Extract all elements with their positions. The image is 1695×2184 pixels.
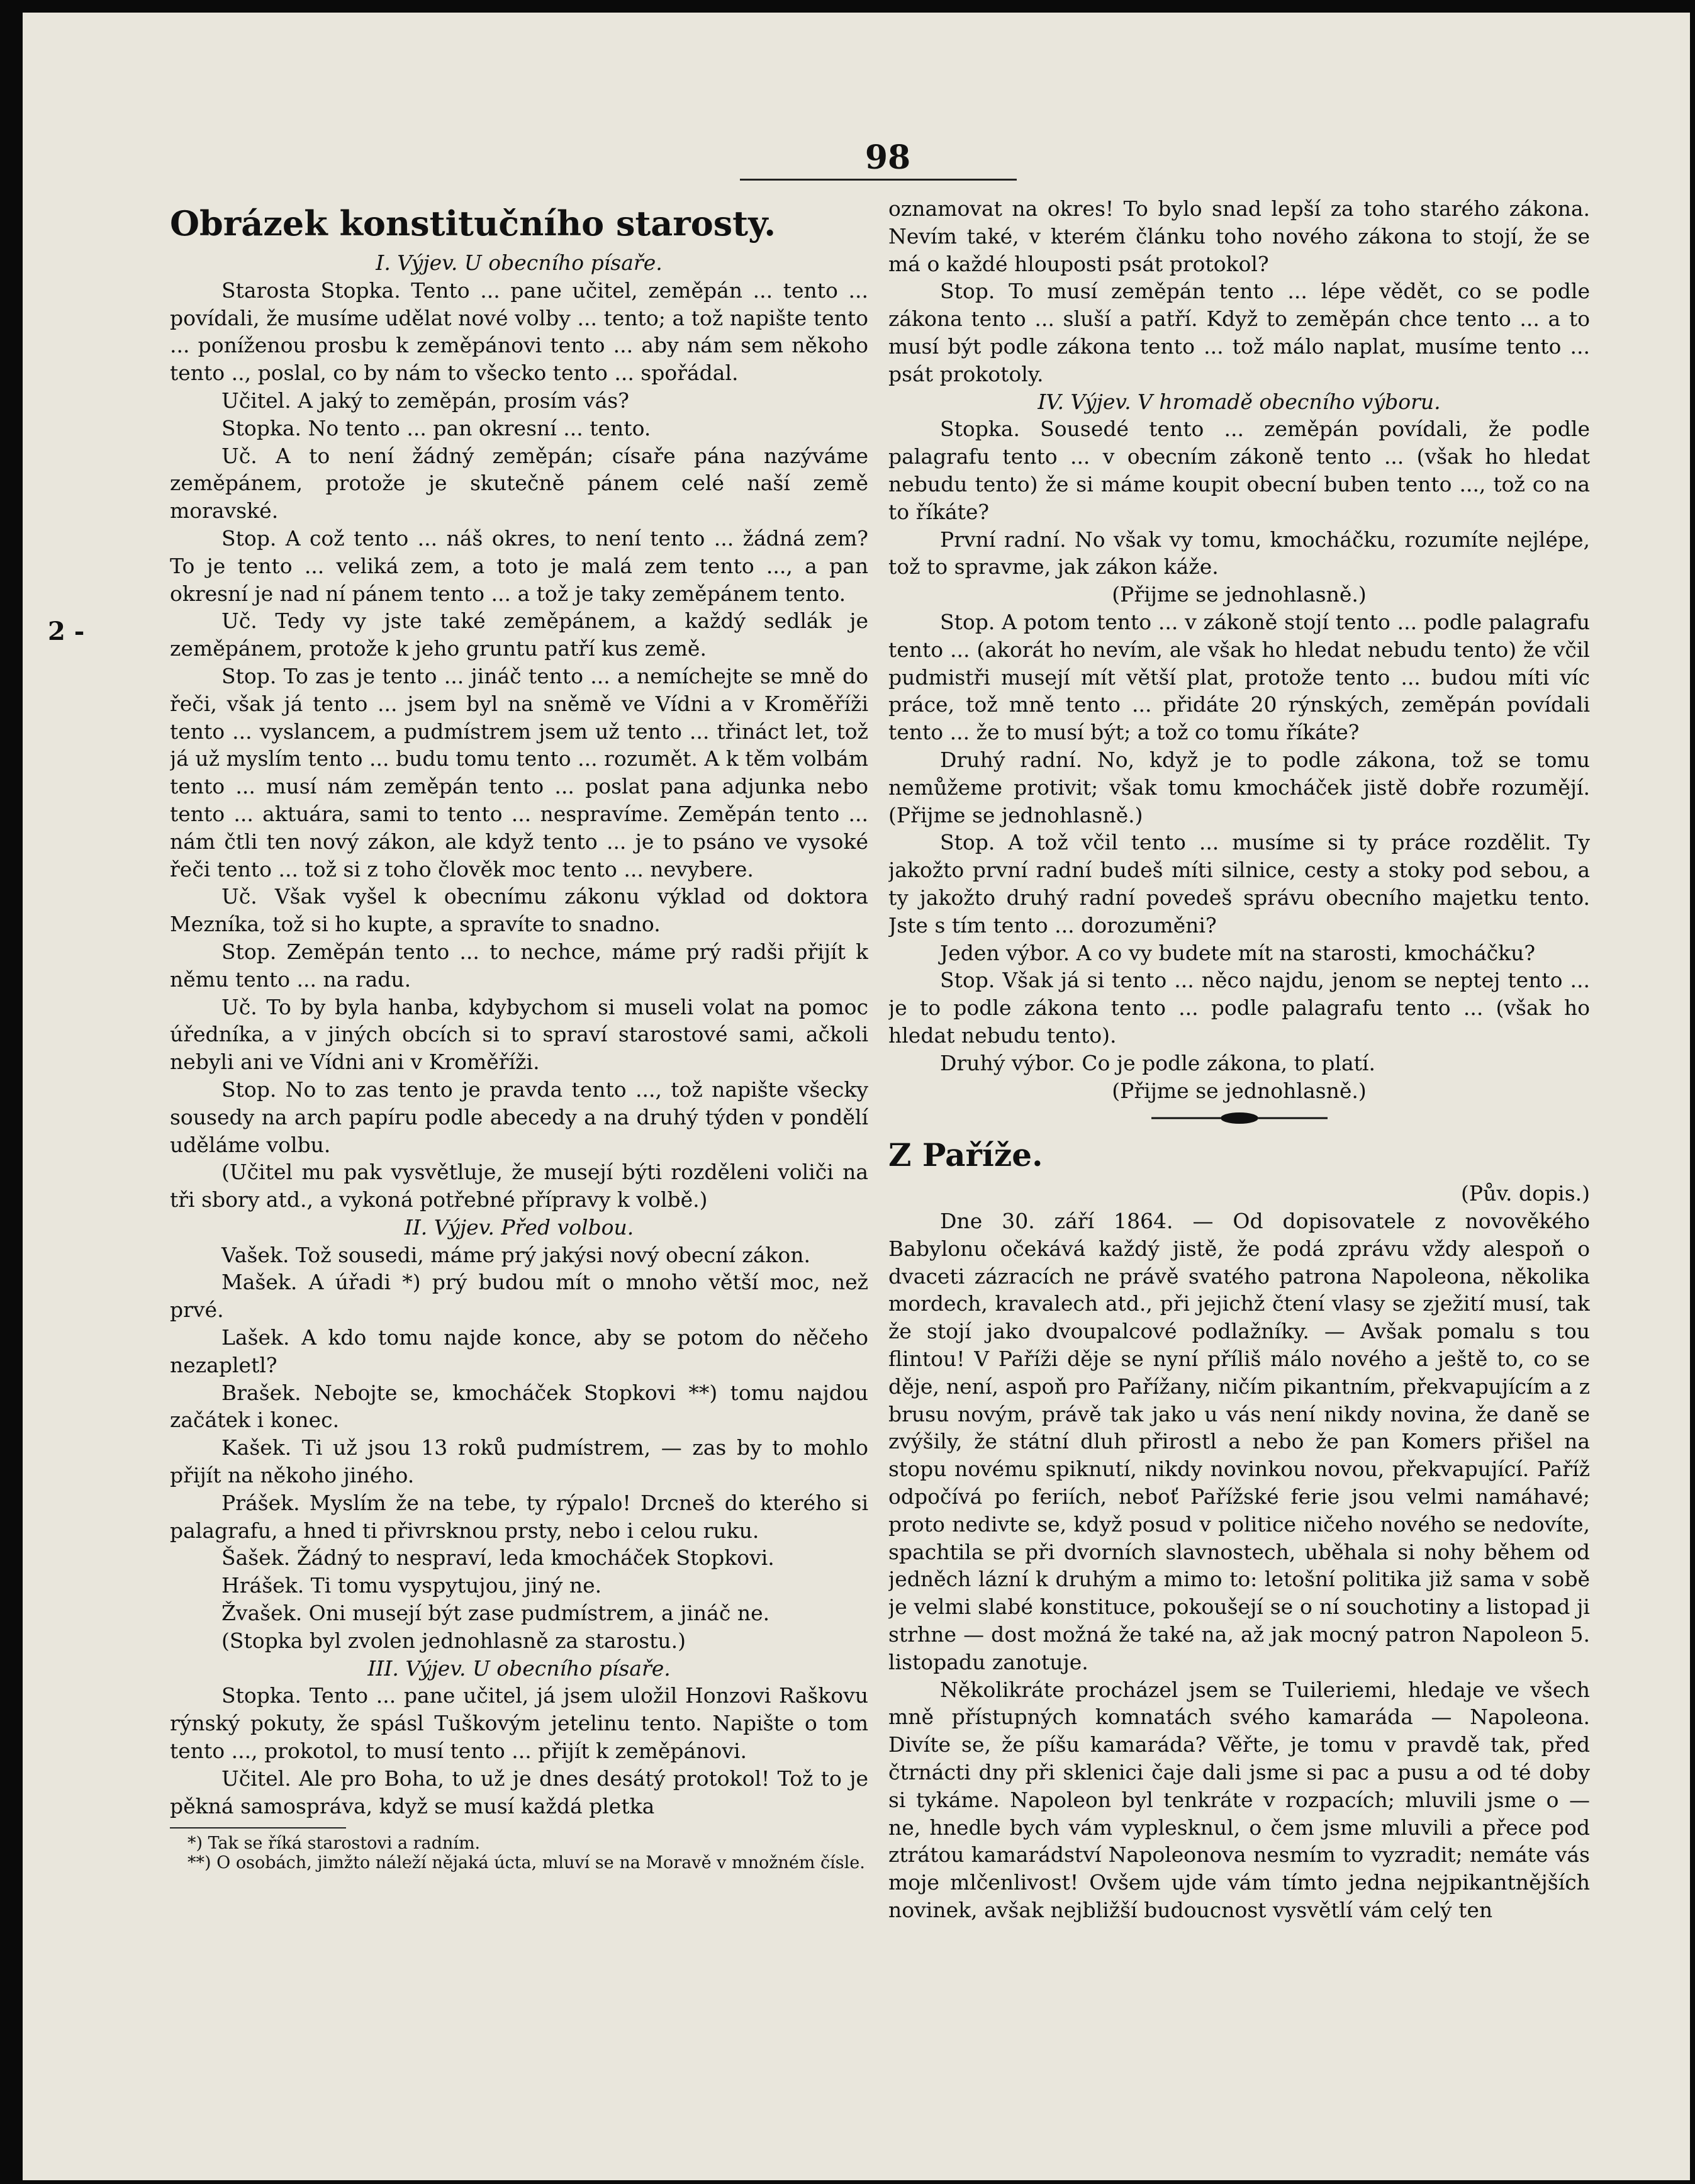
- article-title-starosta: Obrázek konstitučního starosty.: [170, 203, 776, 244]
- left-paragraph-12: (Učitel mu pak vysvětluje, že musejí býti rozděleni voliči na tři sbory atd., a vykoná potřebné přípravy k volbě.): [170, 1160, 868, 1212]
- right-paragraph-4: První radní. No však vy tomu, kmocháčku, rozumíte nejlépe, tož to spravme, jak zákon káže.: [888, 527, 1590, 580]
- left-paragraph-13: II. Výjev. Před volbou.: [404, 1214, 634, 1240]
- footnote-0: *) Tak se říká starostovi a radním.: [187, 1834, 481, 1854]
- left-paragraph-26: Učitel. Ale pro Boha, to už je dnes desátý protokol! Tož to je pěkná samospráva, když se musí každá pletka: [170, 1766, 868, 1818]
- right-paragraph-11: Druhý výbor. Co je podle zákona, to platí.: [940, 1050, 1375, 1075]
- left-paragraph-25: Stopka. Tento ... pane učitel, já jsem uložil Honzovi Raškovu rýnský pokuty, že spásl Tuškovým jetelinu tento. Napište o tom tento ..., prokotol, to musí tento ... přijít k zeměpánovi.: [170, 1683, 868, 1764]
- right-paragraph-1: Stop. To musí zeměpán tento ... lépe vědět, co se podle zákona tento ... sluší a patří. Když to zeměpán chce tento ... a to musí být podle zákona tento ... tož málo naplat, musíme tento ... psát prokotoly.: [888, 279, 1590, 386]
- pariz-paragraph-0: Dne 30. září 1864. — Od dopisovatele z novověkého Babylonu očekává každý jistě, že podá zprávu vždy alespoň o dvaceti zázracích ne právě svatého patrona Napoleona, několika mordech, kravalech atd., při jejichž čtení vlasy se zježití musí, tak že stojí jako dvoupalcové podlažníky. — Avšak pomalu s tou flintou! V Paříži děje se nyní příliš málo nového a ještě to, co se děje, není, aspoň pro Pařížany, ničím pikantním, překvapujícím a z brusu novým, právě tak jako u vás není nikdy novina, že daně se zvýšily, že státní dluh přirostl a nebo že pan Komers přišel na stopu novému spiknutí, nikdy novinkou novou, překvapující. Paříž odpočívá po feriích, neboť Pařížské ferie jsou velmi namáhavé; proto nedivte se, když posud v politice ničeho nového se nedovíte, spachtila se při dvorních slavnostech, uběhala si nohy během od jedněch lázní k druhým a mimo to: letošní politika již sama v sobě je velmi slabé konstituce, pokoušejí se o ní souchotiny a listopad ji strhne — dost možná že také na, až jak mocný patron Napoleon 5. listopadu zanotuje.: [888, 1209, 1590, 1674]
- footnote-rule: [170, 1827, 346, 1828]
- left-paragraphs: [170, 249, 868, 1820]
- right-column: [888, 195, 1590, 2058]
- left-paragraph-11: Stop. No to zas tento je pravda tento ..., tož napište všecky sousedy na arch papíru podle abecedy a na druhý týden v pondělí uděláme volbu.: [170, 1077, 868, 1157]
- pariz-paragraph-1: Několikráte procházel jsem se Tuileriemi, hledaje ve všech mně přístupných komnatách svého kamaráda — Napoleona. Divíte se, že píšu kamaráda? Věřte, je tomu v pravdě tak, před čtrnácti dny při sklenici čaje dali jsme si pac a pusu a od té doby si tykáme. Napoleon byl tenkráte v rozpacích; mluvili jsme o — ne, hnedle bych vám vyplesknul, o čem jsme mluvili a přece pod ztrátou kamarádství Napoleonova nesmím to vyzradit; nemáte vás moje mlčenlivost! Ovšem ujde vám tímto jedna nejpikantnějších novinek, avšak nejbližší budoucnost vysvětlí vám celý ten: [888, 1677, 1590, 1923]
- left-paragraph-23: (Stopka byl zvolen jednohlasně za starostu.): [221, 1628, 686, 1653]
- left-column: [170, 195, 868, 2058]
- left-paragraph-8: Uč. Však vyšel k obecnímu zákonu výklad od doktora Mezníka, tož si ho kupte, a spravíte to snadno.: [170, 884, 868, 937]
- left-paragraph-5: Stop. A což tento ... náš okres, to není tento ... žádná zem? To je tento ... veliká zem, a toto je malá zem tento ..., a pan okresní je nad ní pánem tento ... a tož je taky zeměpánem tento.: [170, 525, 868, 606]
- right-paragraph-3: Stopka. Sousedé tento ... zeměpán povídali, že podle palagrafu tento ... v obecním zákoně tento ... (však ho hledat nebudu tento) že si máme koupit obecní buben tento ..., tož co na to říkáte?: [888, 417, 1590, 524]
- left-paragraph-17: Brašek. Nebojte se, kmocháček Stopkovi **) tomu najdou začátek i konec.: [170, 1380, 868, 1433]
- left-paragraph-16: Lašek. A kdo tomu najde konce, aby se potom do něčeho nezapletl?: [170, 1325, 868, 1377]
- left-paragraph-7: Stop. To zas je tento ... jináč tento ... a nemíchejte se mně do řeči, však já tento ... jsem byl na sněmě ve Vídni a v Kroměříži tento ... vyslancem, a pudmístrem jsem už tento ... třináct let, tož já už myslím tento ... budu tomu tento ... rozumět. A k těm volbám tento ... musí nám zeměpán tento ... poslat pana adjunka nebo tento ... aktuára, sami to tento ... nespravíme. Zeměpán tento ... nám čtli ten nový zákon, ale když tento ... je to psáno ve vysoké řeči tento ... tož si z toho člověk moc tento ... nevybere.: [170, 663, 868, 882]
- footnote-1: **) O osobách, jimžto náleží nějaká úcta, mluví se na Moravě v množném čísle.: [187, 1853, 865, 1873]
- right-paragraph-12: (Přijme se jednohlasně.): [1112, 1078, 1367, 1103]
- left-paragraph-24: III. Výjev. U obecního písaře.: [367, 1655, 671, 1681]
- left-paragraph-1: Starosta Stopka. Tento ... pane učitel, zeměpán ... tento ... povídali, že musíme udělat nové volby ... tento; a tož napište tento ... poníženou prosbu k zeměpánovi tento ... aby nám sem někoho tento .., poslal, co by nám to všecko tento ... spořádal.: [170, 277, 868, 386]
- right-paragraph-5: (Přijme se jednohlasně.): [1112, 582, 1367, 607]
- right-paragraph-10: Stop. Však já si tento ... něco najdu, jenom se neptej tento ... je to podle zákona tento ... podle palagrafu tento ... (však ho hledat nebudu tento).: [888, 968, 1590, 1048]
- left-paragraph-14: Vašek. Tož sousedi, máme prý jakýsi nový obecní zákon.: [221, 1242, 810, 1267]
- left-paragraph-9: Stop. Zeměpán tento ... to nechce, máme prý radši přijít k němu tento ... na radu.: [170, 939, 868, 992]
- left-paragraph-2: Učitel. A jaký to zeměpán, prosím vás?: [221, 388, 629, 413]
- right-paragraph-8: Stop. A tož včil tento ... musíme si ty práce rozdělit. Ty jakožto první radní budeš míti silnice, cesty a stoky pod sebou, a ty jakožto druhý radní povedeš správu obecního majetku tento. Jste s tím tento ... dorozuměni?: [888, 830, 1590, 938]
- right-paragraphs: [888, 195, 1590, 1104]
- footnotes: [170, 1834, 868, 1873]
- right-paragraph-9: Jeden výbor. A co vy budete mít na starosti, kmocháčku?: [940, 940, 1536, 965]
- byline: (Pův. dopis.): [1460, 1181, 1590, 1206]
- left-paragraph-0: I. Výjev. U obecního písaře.: [376, 250, 663, 275]
- right-paragraph-6: Stop. A potom tento ... v zákoně stojí tento ... podle palagrafu tento ... (akorát ho nevím, ale však ho hledat nebudu tento) že včil pudmistři musejí mít větší plat, protože tento ... budou míti víc práce, tož mně tento ... přidáte 20 rýnských, zeměpán povídali tento ... že to musí být; a tož co tomu říkáte?: [888, 609, 1590, 745]
- right-paragraphs-pariz: [888, 1207, 1590, 1924]
- right-paragraph-7: Druhý radní. No, když je to podle zákona, tož se tomu nemůžeme protivit; však tomu kmocháček jistě dobře rozumějí. (Přijme se jednohlasně.): [888, 747, 1590, 827]
- right-paragraph-0: oznamovat na okres! To bylo snad lepší za toho starého zákona. Nevím také, v kterém článku toho nového zákona to stojí, že se má o každé hlouposti psát protokol?: [888, 196, 1590, 276]
- article-title-pariz: Z Paříže.: [888, 1136, 1043, 1174]
- left-paragraph-21: Hrášek. Ti tomu vyspytujou, jiný ne.: [221, 1573, 602, 1598]
- page-number: 98: [864, 138, 911, 177]
- margin-mark: 2 -: [48, 617, 85, 646]
- left-paragraph-6: Uč. Tedy vy jste také zeměpánem, a každý sedlák je zeměpánem, protože k jeho gruntu patří kus země.: [170, 608, 868, 661]
- ornament-icon: [1145, 1111, 1334, 1126]
- header-rule: [740, 179, 1017, 181]
- left-paragraph-4: Uč. A to není žádný zeměpán; císaře pána nazýváme zeměpánem, protože je skutečně pánem celé naší země moravské.: [170, 443, 868, 524]
- ornament-divider: [888, 1109, 1590, 1127]
- left-paragraph-10: Uč. To by byla hanba, kdybychom si museli volat na pomoc úředníka, a v jiných obcích si to spraví starostové sami, ačkoli nebyli ani ve Vídni ani v Kroměříži.: [170, 994, 868, 1075]
- right-paragraph-2: IV. Výjev. V hromadě obecního výboru.: [1038, 389, 1441, 414]
- left-paragraph-3: Stopka. No tento ... pan okresní ... tento.: [221, 415, 651, 440]
- left-paragraph-18: Kašek. Ti už jsou 13 roků pudmístrem, — zas by to mohlo přijít na někoho jiného.: [170, 1435, 868, 1488]
- newspaper-page: [23, 13, 1690, 2180]
- left-paragraph-15: Mašek. A úřadi *) prý budou mít o mnoho větší moc, než prvé.: [170, 1270, 868, 1323]
- left-paragraph-20: Šašek. Žádný to nespraví, leda kmocháček Stopkovi.: [221, 1545, 775, 1571]
- left-paragraph-22: Žvašek. Oni musejí být zase pudmístrem, a jináč ne.: [221, 1601, 770, 1626]
- left-paragraph-19: Prášek. Myslím že na tebe, ty rýpalo! Drcneš do kterého si palagrafu, a hned ti přivrsknou prsty, nebo i celou ruku.: [170, 1490, 868, 1543]
